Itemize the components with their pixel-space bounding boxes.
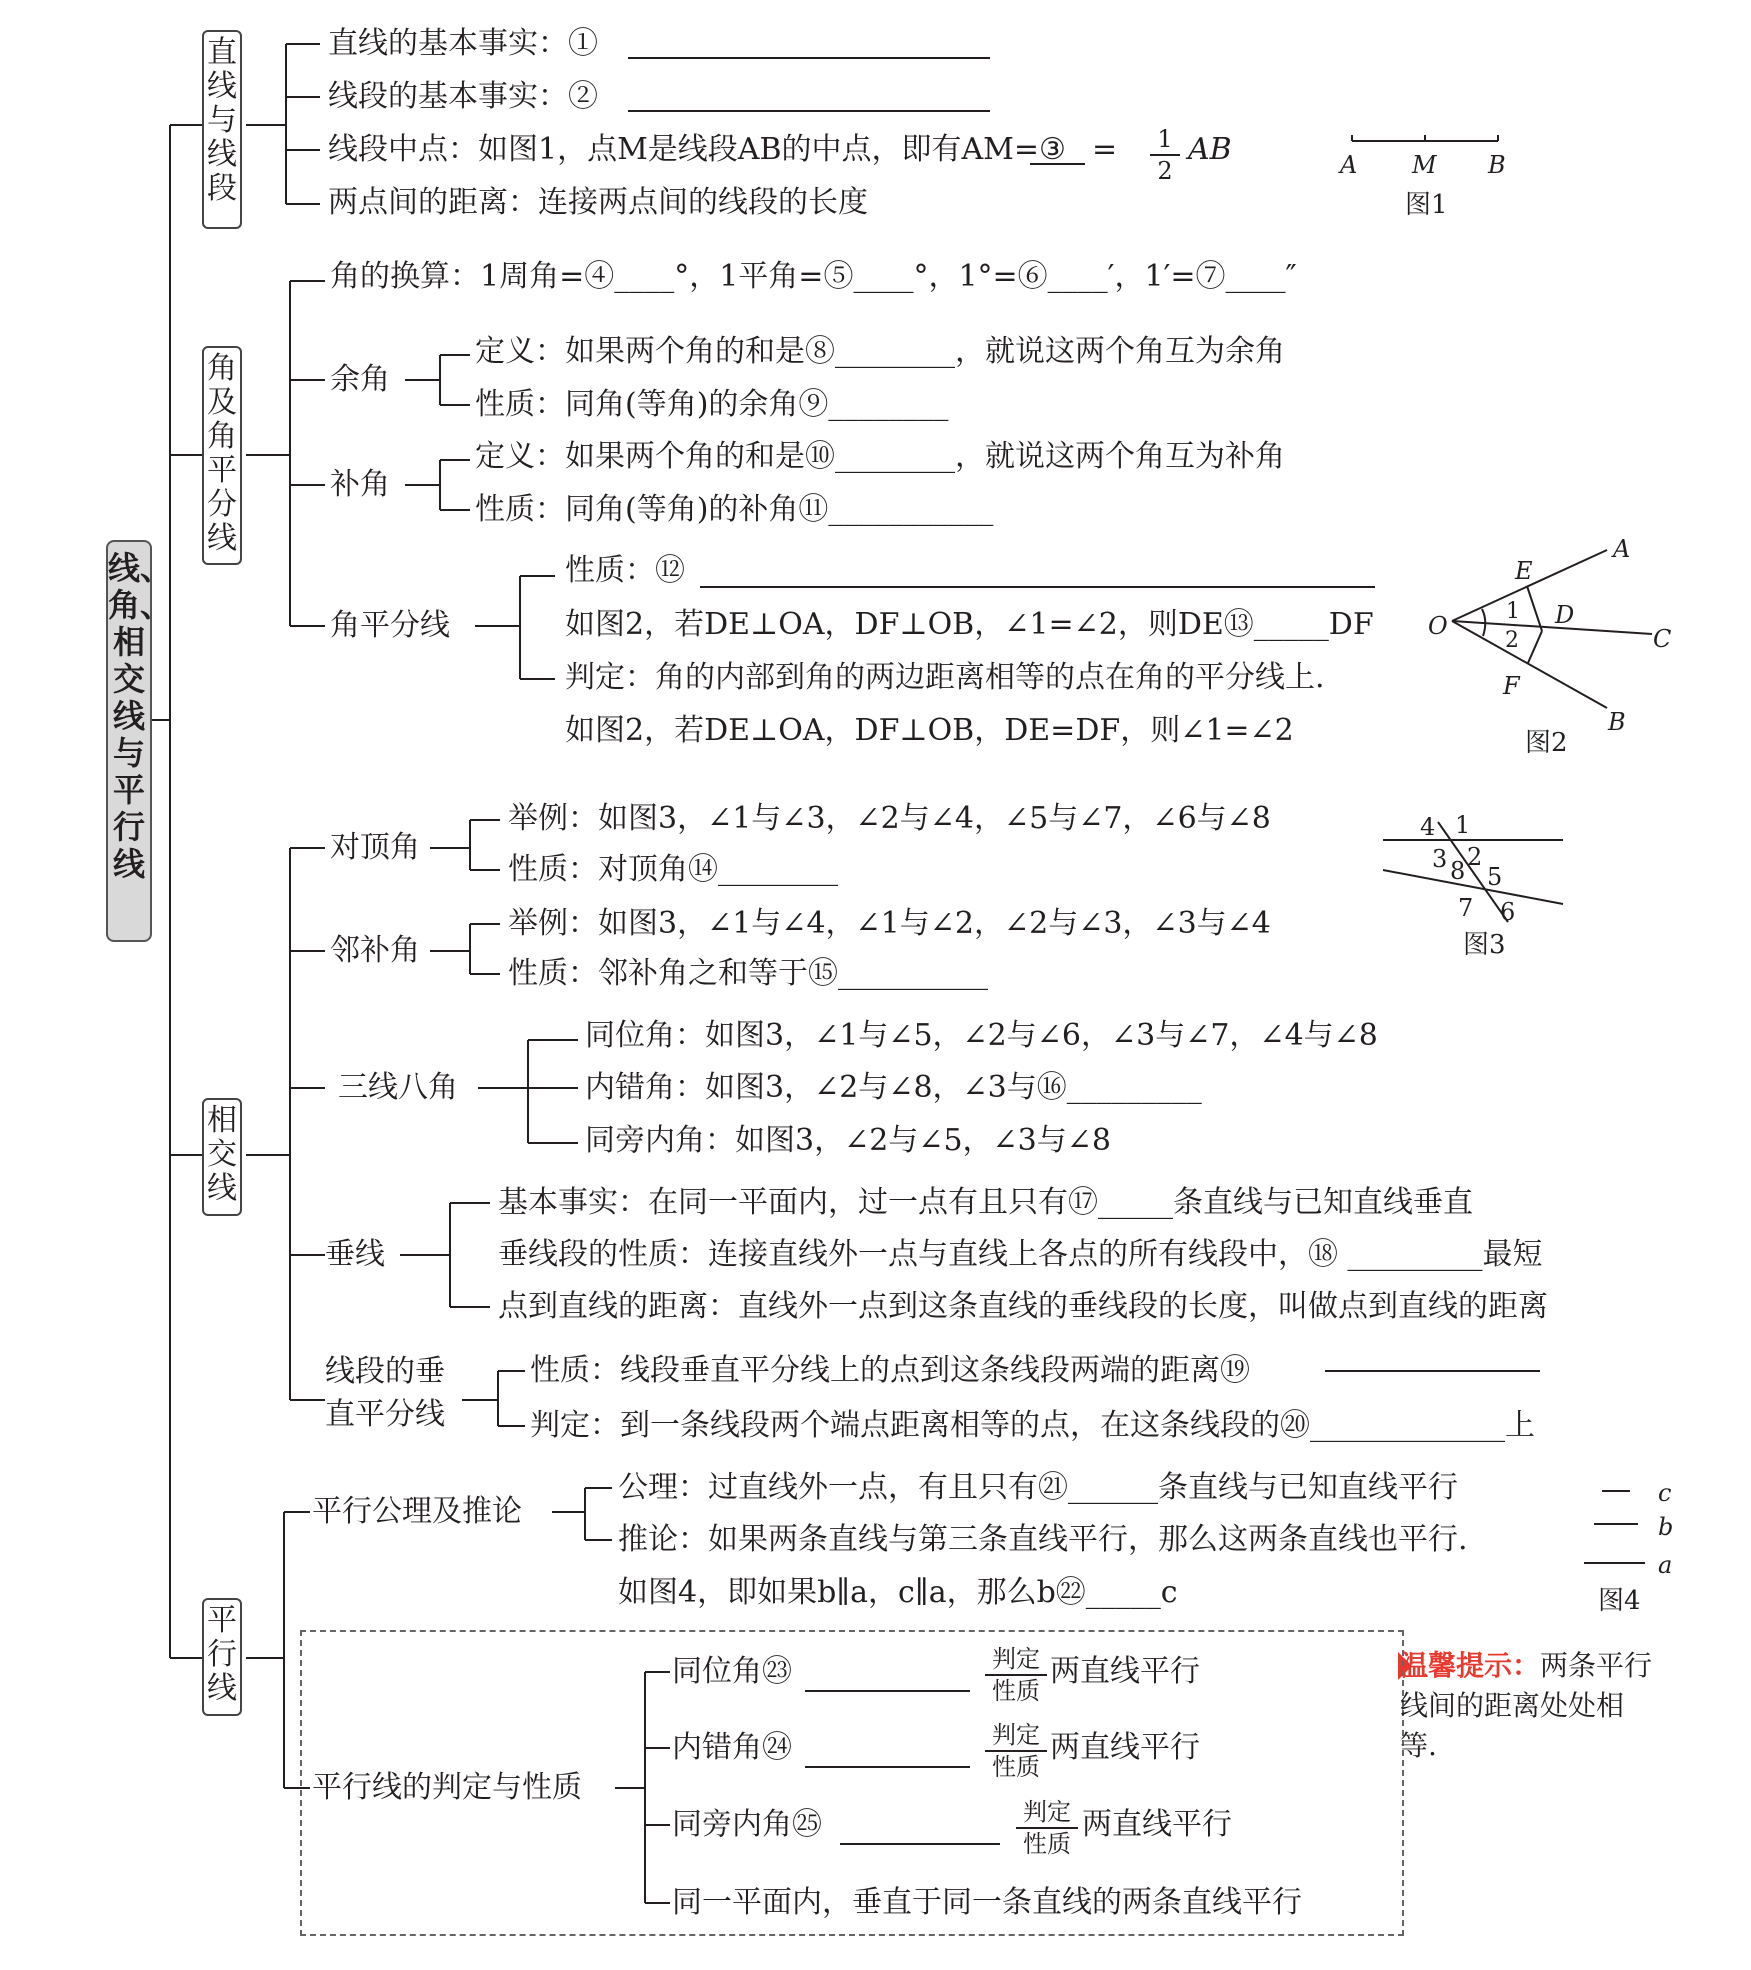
fig1-label-m: M	[1412, 151, 1437, 179]
root-title: 线、角、相交线与平行线	[108, 549, 173, 883]
judge-row-2: 内错角㉔	[672, 1730, 792, 1765]
supp-def: 定义：如果两个角的和是⑩________，就说这两个角互为补角	[475, 439, 1285, 474]
fig2-label-2: 2	[1505, 628, 1519, 653]
fig4-label-a: a	[1658, 1551, 1673, 1579]
fig2-label-f: F	[1503, 672, 1520, 700]
fig4-label-b: b	[1658, 1513, 1674, 1541]
perp-bisector-prop: 性质：线段垂直平分线上的点到这条线段两端的距离⑲	[530, 1353, 1250, 1388]
alternate-angles: 内错角：如图3，∠2与∠8，∠3与⑯_________	[585, 1070, 1202, 1105]
judge-arrow-2-bottom: 性质	[992, 1753, 1040, 1781]
section-line-box	[202, 30, 242, 229]
supp-label: 补角	[330, 467, 390, 502]
bisector-example: 如图2，若DE⊥OA，DF⊥OB，∠1=∠2，则DE⑬_____DF	[565, 607, 1374, 642]
bisector-label: 角平分线	[330, 608, 450, 643]
bisector-judge: 判定：角的内部到角的两边距离相等的点在角的平分线上.	[565, 660, 1325, 695]
judge-arrow-1	[985, 1646, 1047, 1704]
midpoint-eq-sign: =	[1092, 132, 1118, 167]
perp-bisector-label-1: 线段的垂	[325, 1354, 445, 1389]
perp-label: 垂线	[325, 1237, 385, 1272]
same-side-angles: 同旁内角：如图3，∠2与∠5，∠3与∠8	[585, 1123, 1111, 1158]
bisector-prop: 性质：⑫	[565, 553, 685, 588]
fig2-label-e: E	[1515, 557, 1533, 585]
half-denominator: 2	[1157, 157, 1173, 185]
segment-fact: 线段的基本事实：②	[328, 79, 598, 114]
judge-result-2: 两直线平行	[1050, 1730, 1200, 1765]
half-fraction	[1150, 126, 1180, 184]
axiom-label: 平行公理及推论	[312, 1494, 522, 1529]
figure-2	[1452, 550, 1652, 708]
perp-distance: 点到直线的距离：直线外一点到这条直线的垂线段的长度，叫做点到直线的距离	[498, 1289, 1548, 1324]
fig3-label-1: 1	[1455, 811, 1471, 839]
perp-segment-prop: 垂线段的性质：连接直线外一点与直线上各点的所有线段中，⑱ _________最短	[498, 1237, 1543, 1272]
fig3-label-5: 5	[1487, 863, 1503, 891]
adjacent-label: 邻补角	[330, 933, 420, 968]
adjacent-example: 举例：如图3，∠1与∠4，∠1与∠2，∠2与∠3，∠3与∠4	[508, 906, 1271, 941]
judge-result-3: 两直线平行	[1082, 1807, 1232, 1842]
fig2-label-d: D	[1555, 601, 1575, 629]
judge-arrow-1-top: 判定	[992, 1645, 1040, 1673]
section-line-title: 直线与线段	[207, 35, 237, 206]
fig3-label-7: 7	[1458, 894, 1474, 922]
fig2-label-o: O	[1428, 612, 1448, 640]
judge-arrow-2-top: 判定	[992, 1721, 1040, 1749]
line-fact: 直线的基本事实：①	[328, 26, 598, 61]
bisector-example2: 如图2，若DE⊥OA，DF⊥OB，DE=DF，则∠1=∠2	[565, 713, 1294, 748]
fig1-label-b: B	[1488, 151, 1506, 179]
vertical-prop: 性质：对顶角⑭________	[508, 852, 838, 887]
fig3-label-3: 3	[1432, 845, 1448, 873]
fig3-caption: 图3	[1463, 930, 1506, 960]
warm-tip	[1400, 1646, 1660, 1766]
judge-label: 平行线的判定与性质	[312, 1770, 582, 1805]
figure-4	[1584, 1491, 1645, 1563]
judge-result-1: 两直线平行	[1050, 1654, 1200, 1689]
fig3-label-4: 4	[1420, 813, 1436, 841]
section-intersect-box	[202, 1098, 242, 1216]
fig2-caption: 图2	[1525, 728, 1568, 758]
fig2-label-c: C	[1653, 625, 1672, 653]
judge-arrow-3	[1016, 1799, 1078, 1857]
parallel-axiom: 公理：过直线外一点，有且只有㉑______条直线与已知直线平行	[618, 1470, 1458, 1505]
adjacent-prop: 性质：邻补角之和等于⑮__________	[508, 956, 988, 991]
section-angle-title: 角及角平分线	[207, 351, 237, 556]
supp-prop: 性质：同角(等角)的补角⑪___________	[475, 492, 994, 527]
fig2-label-b: B	[1608, 708, 1626, 736]
judge-arrow-3-top: 判定	[1023, 1798, 1071, 1826]
judge-arrow-1-bottom: 性质	[992, 1677, 1040, 1705]
parallel-corollary: 推论：如果两条直线与第三条直线平行，那么这两条直线也平行.	[618, 1522, 1468, 1557]
fig3-label-2: 2	[1467, 843, 1483, 871]
tip-body: 两条平行线间的距离处处相等.	[1400, 1649, 1653, 1762]
midpoint-def: 线段中点：如图1，点M是线段AB的中点，即有AM=③	[328, 132, 1066, 167]
fig2-label-1: 1	[1506, 599, 1520, 624]
judge-row-1: 同位角㉓	[672, 1654, 792, 1689]
fig3-label-6: 6	[1500, 898, 1516, 926]
figure-1	[1352, 135, 1498, 141]
section-intersect-title: 相交线	[207, 1103, 237, 1206]
judge-row-3: 同旁内角㉕	[672, 1807, 822, 1842]
section-parallel-title: 平行线	[207, 1603, 237, 1706]
perp-fact: 基本事实：在同一平面内，过一点有且只有⑰_____条直线与已知直线垂直	[498, 1185, 1473, 1220]
comp-label: 余角	[330, 362, 390, 397]
parallel-example: 如图4，即如果b∥a，c∥a，那么b㉒_____c	[618, 1575, 1178, 1610]
tip-title: 温馨提示：	[1400, 1649, 1541, 1682]
judge-arrow-2	[985, 1722, 1047, 1780]
vertical-label: 对顶角	[330, 830, 420, 865]
root-topic	[106, 540, 173, 942]
fig1-caption: 图1	[1405, 190, 1448, 220]
judge-arrow-3-bottom: 性质	[1023, 1830, 1071, 1858]
angle-conversion: 角的换算：1周角=④____°，1平角=⑤____°，1°=⑥____′，1′=⑦____″	[330, 259, 1297, 294]
fig3-label-8: 8	[1450, 857, 1466, 885]
section-parallel-box	[202, 1598, 242, 1716]
corresponding-angles: 同位角：如图3，∠1与∠5，∠2与∠6，∠3与∠7，∠4与∠8	[585, 1018, 1378, 1053]
perp-bisector-judge: 判定：到一条线段两个端点距离相等的点，在这条线段的⑳_____________上	[530, 1408, 1535, 1443]
midpoint-ab: AB	[1188, 132, 1232, 167]
comp-def: 定义：如果两个角的和是⑧________，就说这两个角互为余角	[475, 334, 1285, 369]
fig1-label-a: A	[1340, 151, 1358, 179]
perp-bisector-label-2: 直平分线	[325, 1397, 445, 1432]
distance-def: 两点间的距离：连接两点间的线段的长度	[328, 185, 868, 220]
half-numerator: 1	[1157, 125, 1173, 153]
fig2-label-a: A	[1613, 535, 1631, 563]
three-lines-label: 三线八角	[338, 1070, 458, 1105]
fig4-caption: 图4	[1598, 1586, 1641, 1616]
judge-row-4: 同一平面内，垂直于同一条直线的两条直线平行	[672, 1885, 1302, 1920]
fig4-label-c: c	[1658, 1479, 1672, 1507]
section-angle-box	[202, 346, 242, 565]
vertical-example: 举例：如图3，∠1与∠3，∠2与∠4，∠5与∠7，∠6与∠8	[508, 801, 1271, 836]
comp-prop: 性质：同角(等角)的余角⑨________	[475, 387, 949, 422]
